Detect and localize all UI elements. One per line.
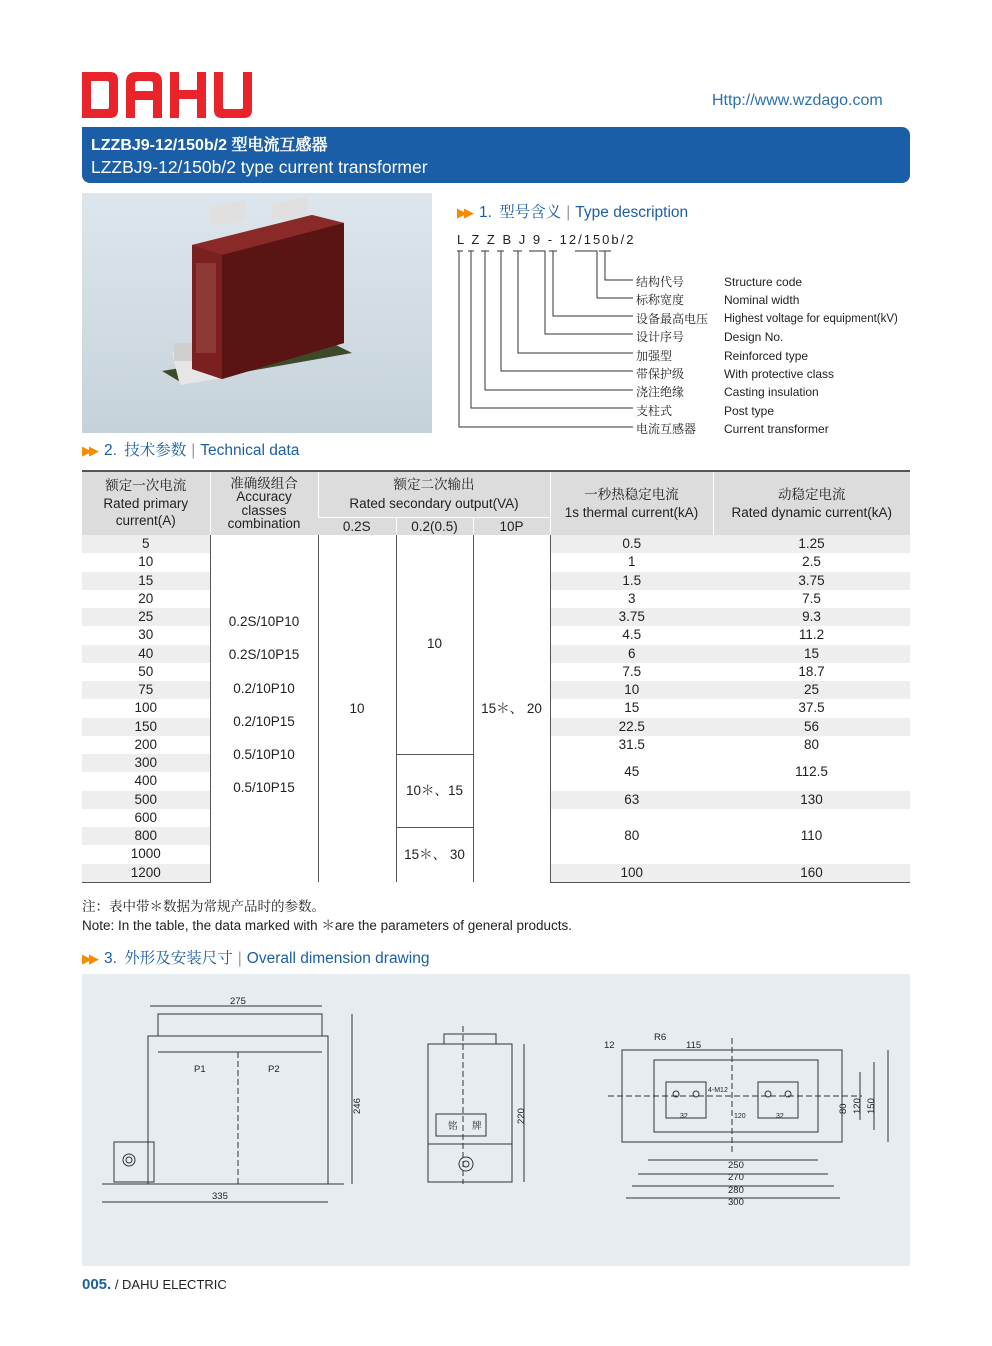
- nameplate-label-2: 牌: [472, 1121, 482, 1132]
- dim-335: 335: [212, 1191, 228, 1202]
- dim-270: 270: [728, 1172, 744, 1183]
- note-en: Note: In the table, the data marked with ＊are the parameters of general products.: [82, 918, 573, 933]
- product-photo: [82, 193, 432, 433]
- website-url[interactable]: Http://www.wzdago.com: [712, 92, 883, 109]
- table-body: 5 0.2S/10P10 0.2S/10P15 0.2/10P10 0.2/10P15 0.5/10P10 0.5/10P15 10 10 15＊、 20 0.5 1.25 10 1 2.5 15 1.5 3.75 20 3 7.5 25 3.75 9.3 30 4.5 11.2 40 6 15 50 7.5 18.7 75 10 25 100 15 37.5 150 22.5 56 200 31.5 80 300 10＊、15 45 112.5 400 500 63 130 600 80 110 800 15＊、 30 1000 1200 100 160: [82, 535, 910, 882]
- nameplate-label-1: 铭: [448, 1121, 458, 1132]
- dim-120: 120: [852, 1098, 863, 1114]
- output-02-cell-c: 15＊、 30: [396, 827, 473, 882]
- section1-heading: ▶▶ 1. 型号含义 | Type description: [457, 204, 689, 221]
- type-leader-lines: [455, 248, 635, 434]
- dimension-drawing-area: [82, 974, 910, 1266]
- label-p2: P2: [268, 1064, 280, 1075]
- note-cn: 注：表中带＊数据为常规产品时的参数。: [82, 899, 325, 914]
- footer-brand: / DAHU ELECTRIC: [111, 1277, 227, 1292]
- footer: [82, 1276, 227, 1293]
- section2-heading: ▶▶ 2. 技术参数 | Technical data: [82, 442, 300, 459]
- page-number: 005.: [82, 1276, 112, 1293]
- output-02-cell-a: 10: [396, 535, 473, 754]
- transformer-illustration: [82, 193, 432, 433]
- dim-150: 150: [866, 1098, 877, 1114]
- dahu-logo: [82, 72, 254, 118]
- dim-275: 275: [230, 996, 246, 1007]
- header-dynamic: 动稳定电流 Rated dynamic current(kA): [713, 471, 910, 535]
- title-bar: [82, 127, 910, 183]
- dim-280: 280: [728, 1185, 744, 1196]
- dimension-drawings: [82, 974, 910, 1266]
- label-p1: P1: [194, 1064, 206, 1075]
- dim-115: 115: [686, 1040, 702, 1051]
- header-primary-current: 额定一次电流 Rated primary current(A): [82, 471, 210, 535]
- dim-4-m12: 4-M12: [708, 1087, 728, 1094]
- header-thermal: 一秒热稳定电流 1s thermal current(kA): [550, 471, 713, 535]
- title-cn: LZZBJ9-12/150b/2 型电流互感器: [91, 137, 328, 154]
- type-legend-cn: 结构代号 标称宽度 设备最高电压 设计序号 加强型 带保护级 浇注绝缘 支柱式 电流互感器: [636, 275, 709, 437]
- subheader-02: 0.2(0.5): [396, 517, 473, 535]
- output-02-cell-b: 10＊、15: [396, 754, 473, 827]
- double-arrow-icon: ▶▶: [82, 951, 96, 966]
- type-legend-en: Structure code Nominal width Highest voltage for equipment(kV) Design No. Reinforced type With protective class Casting insulation Post type Current transformer: [724, 275, 898, 437]
- subheader-02s: 0.2S: [318, 517, 396, 535]
- output-10p-cell: 15＊、 20: [473, 535, 550, 882]
- model-code: L Z Z B J 9 - 12/150b/2: [457, 232, 636, 247]
- double-arrow-icon: ▶▶: [82, 443, 96, 458]
- header-secondary-output: 额定二次输出 Rated secondary output(VA): [318, 471, 550, 517]
- output-02s-cell: 10: [318, 535, 396, 882]
- header-accuracy: 准确级组合 Accuracy classes combination: [210, 471, 318, 535]
- dim-246: 246: [352, 1098, 363, 1114]
- double-arrow-icon: ▶▶: [457, 205, 471, 220]
- dim-32b: 32: [776, 1113, 784, 1120]
- dim-32a: 32: [680, 1113, 688, 1120]
- accuracy-combos-cell: 0.2S/10P10 0.2S/10P15 0.2/10P10 0.2/10P15 0.5/10P10 0.5/10P15: [210, 535, 318, 882]
- title-en: LZZBJ9-12/150b/2 type current transformer: [91, 157, 428, 177]
- dim-300: 300: [728, 1197, 744, 1208]
- dim-12: 12: [604, 1040, 615, 1051]
- technical-data-table: [82, 470, 910, 883]
- section3-heading: ▶▶ 3. 外形及安装尺寸 | Overall dimension drawing: [82, 950, 430, 967]
- dim-250: 250: [728, 1160, 744, 1171]
- dim-r6: R6: [654, 1032, 667, 1043]
- dim-120h: 120: [734, 1113, 746, 1120]
- dim-80: 80: [838, 1103, 849, 1114]
- dim-220: 220: [516, 1108, 527, 1124]
- subheader-10p: 10P: [473, 517, 550, 535]
